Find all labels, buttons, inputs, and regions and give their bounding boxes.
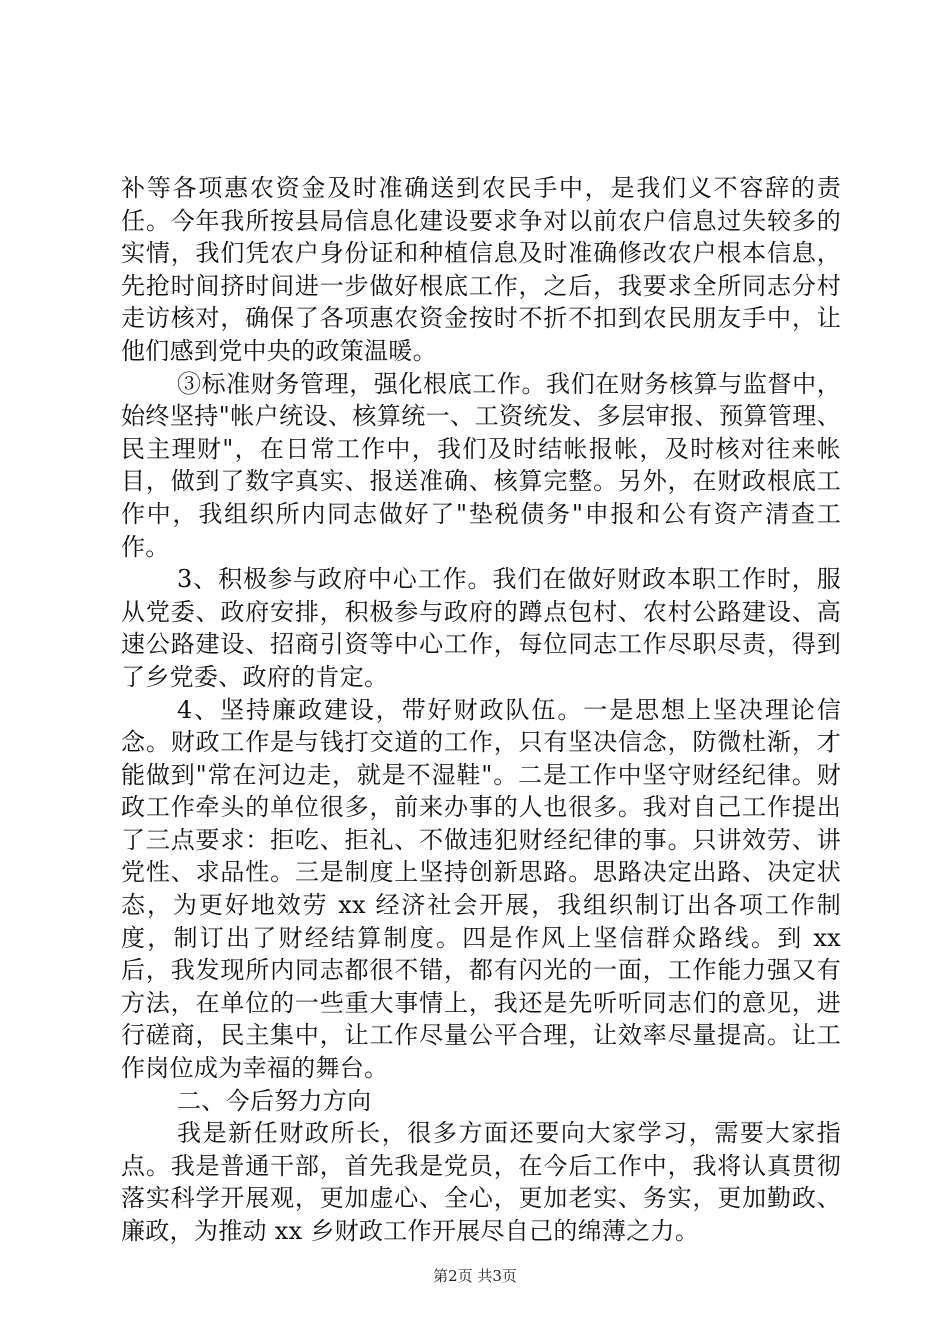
paragraph-government-center-work: 3、积极参与政府中心工作。我们在做好财政本职工作时，服从党委、政府安排，积极参与政府的蹲点包村、农村公路建设、高速公路建设、招商引资等中心工作，每位同志工作尽职尽责，得到了乡党委、政府的肯定。 — [121, 565, 841, 691]
paragraph-continuation: 补等各项惠农资金及时准确送到农民手中，是我们义不容辞的责任。今年我所按县局信息化建设要求争对以前农户信息过失较多的实情，我们凭农户身份证和种植信息及时准确修改农户根本信息，先抢时间挤时间进一步做好根底工作，之后，我要求全所同志分村走访核对，确保了各项惠农资金按时不折不扣到农民朋友手中，让他们感到党中央的政策温暖。 — [121, 174, 841, 365]
paragraph-closing: 我是新任财政所长，很多方面还要向大家学习，需要大家指点。我是普通干部，首先我是党员，在今后工作中，我将认真贯彻落实科学开展观，更加虚心、全心，更加老实、务实，更加勤政、廉政，为推动 xx 乡财政工作开展尽自己的绵薄之力。 — [121, 1119, 841, 1245]
paragraph-clean-government: 4、坚持廉政建设，带好财政队伍。一是思想上坚决理论信念。财政工作是与钱打交道的工作，只有坚决信念，防微杜渐，才能做到"常在河边走，就是不湿鞋"。二是工作中坚守财经纪律。财政工作牵头的单位很多，前来办事的人也很多。我对自己工作提出了三点要求：拒吃、拒礼、不做违犯财经纪律的事。只讲效劳、讲党性、求品性。三是制度上坚持创新思路。思路决定出路、决定状态，为更好地效劳 xx 经济社会开展，我组织制订出各项工作制度，制订出了财经结算制度。四是作风上坚信群众路线。到 xx 后，我发现所内同志都很不错，都有闪光的一面，工作能力强又有方法，在单位的一些重大事情上，我还是先听听同志们的意见，进行磋商，民主集中，让工作尽量公平合理，让效率尽量提高。让工作岗位成为幸福的舞台。 — [121, 695, 841, 1083]
section-heading-future-direction: 二、今后努力方向 — [177, 1086, 372, 1115]
page-number-footer: 第2页 共3页 — [433, 1267, 517, 1285]
document-body — [121, 172, 841, 1248]
paragraph-standard-finance-management: ③标准财务管理，强化根底工作。我们在财务核算与监督中，始终坚持"帐户统设、核算统一、工资统发、多层审报、预算管理、民主理财"，在日常工作中，我们及时结帐报帐，及时核对往来帐目，做到了数字真实、报送准确、核算完整。另外，在财政根底工作中，我组织所内同志做好了"垫税债务"申报和公有资产清查工作。 — [121, 369, 841, 561]
